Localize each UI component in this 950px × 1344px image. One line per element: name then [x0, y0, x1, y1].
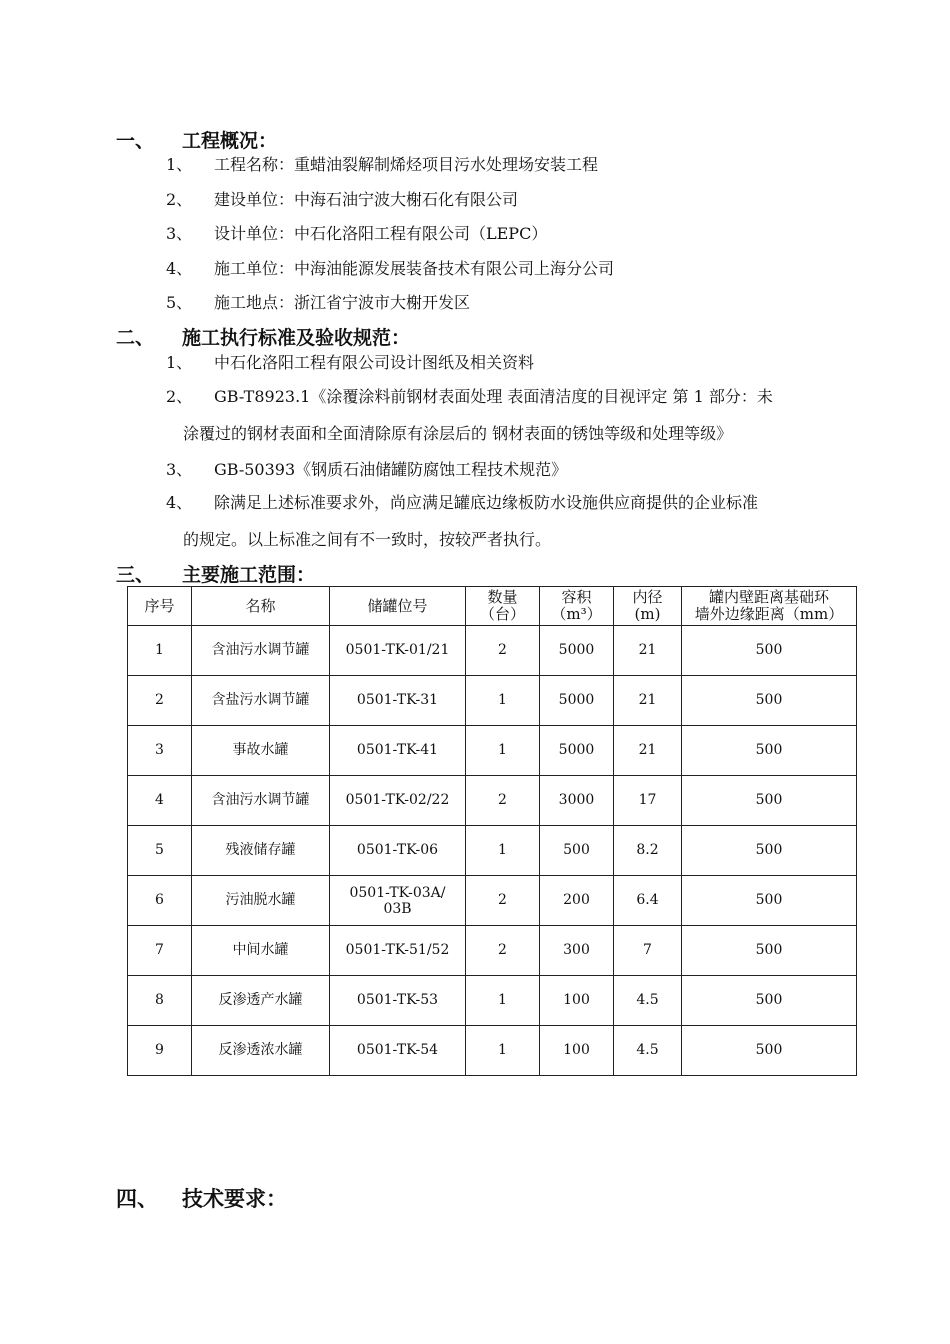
section-number: 四、: [116, 1187, 158, 1211]
header-distance: 罐内壁距离基础环 墙外边缘距离（mm）: [682, 587, 857, 626]
header-name: 名称: [192, 587, 330, 626]
list-item: 2、 建设单位：中海石油宁波大榭石化有限公司: [166, 190, 519, 209]
list-item: 4、 除满足上述标准要求外，尚应满足罐底边缘板防水设施供应商提供的企业标准: [166, 493, 759, 512]
table-row: 3 事故水罐 0501-TK-41 1 5000 21 500: [128, 726, 857, 776]
table-row: 4 含油污水调节罐 0501-TK-02/22 2 3000 17 500: [128, 776, 857, 826]
list-item-continuation: 的规定。以上标准之间有不一致时，按较严者执行。: [183, 530, 552, 549]
table-row: 9 反渗透浓水罐 0501-TK-54 1 100 4.5 500: [128, 1026, 857, 1076]
section-4-heading: [116, 1183, 287, 1213]
table-row: 2 含盐污水调节罐 0501-TK-31 1 5000 21 500: [128, 676, 857, 726]
section-number: 三、: [116, 564, 155, 586]
list-item: 3、 GB-50393《钢质石油储罐防腐蚀工程技术规范》: [166, 460, 568, 479]
header-qty: 数量 （台）: [466, 587, 540, 626]
table-row: 1 含油污水调节罐 0501-TK-01/21 2 5000 21 500: [128, 626, 857, 676]
header-diameter: 内径 (m): [614, 587, 682, 626]
section-number: 二、: [116, 327, 155, 349]
table-row: 7 中间水罐 0501-TK-51/52 2 300 7 500: [128, 926, 857, 976]
section-3-heading: [116, 560, 315, 587]
section-title: 施工执行标准及验收规范：: [182, 327, 411, 349]
header-volume: 容积 （m³）: [540, 587, 614, 626]
list-item: 4、 施工单位：中海油能源发展装备技术有限公司上海分公司: [166, 259, 615, 278]
header-seq: 序号: [128, 587, 192, 626]
section-title: 技术要求：: [182, 1187, 287, 1211]
section-2-heading: [116, 323, 410, 350]
list-item: 3、 设计单位：中石化洛阳工程有限公司（LEPC）: [166, 224, 548, 243]
list-item: 5、 施工地点：浙江省宁波市大榭开发区: [166, 293, 471, 312]
table-row: 6 污油脱水罐 0501-TK-03A/ 03B 2 200 6.4 500: [128, 876, 857, 926]
list-item: 1、 中石化洛阳工程有限公司设计图纸及相关资料: [166, 353, 535, 372]
list-item-continuation: 涂覆过的钢材表面和全面清除原有涂层后的 钢材表面的锈蚀等级和处理等级》: [183, 424, 733, 443]
section-number: 一、: [116, 130, 155, 152]
section-title: 工程概况：: [182, 130, 278, 152]
table-header-row: [128, 587, 857, 626]
header-position: 储罐位号: [330, 587, 466, 626]
section-1-heading: [116, 126, 277, 153]
tank-table: [127, 586, 857, 1076]
table-row: 5 残液储存罐 0501-TK-06 1 500 8.2 500: [128, 826, 857, 876]
section-title: 主要施工范围：: [182, 564, 316, 586]
list-item: 2、 GB-T8923.1《涂覆涂料前钢材表面处理 表面清洁度的目视评定 第 1 部分：未: [166, 387, 773, 406]
table-row: 8 反渗透产水罐 0501-TK-53 1 100 4.5 500: [128, 976, 857, 1026]
list-item: 1、 工程名称：重蜡油裂解制烯烃项目污水处理场安装工程: [166, 155, 599, 174]
